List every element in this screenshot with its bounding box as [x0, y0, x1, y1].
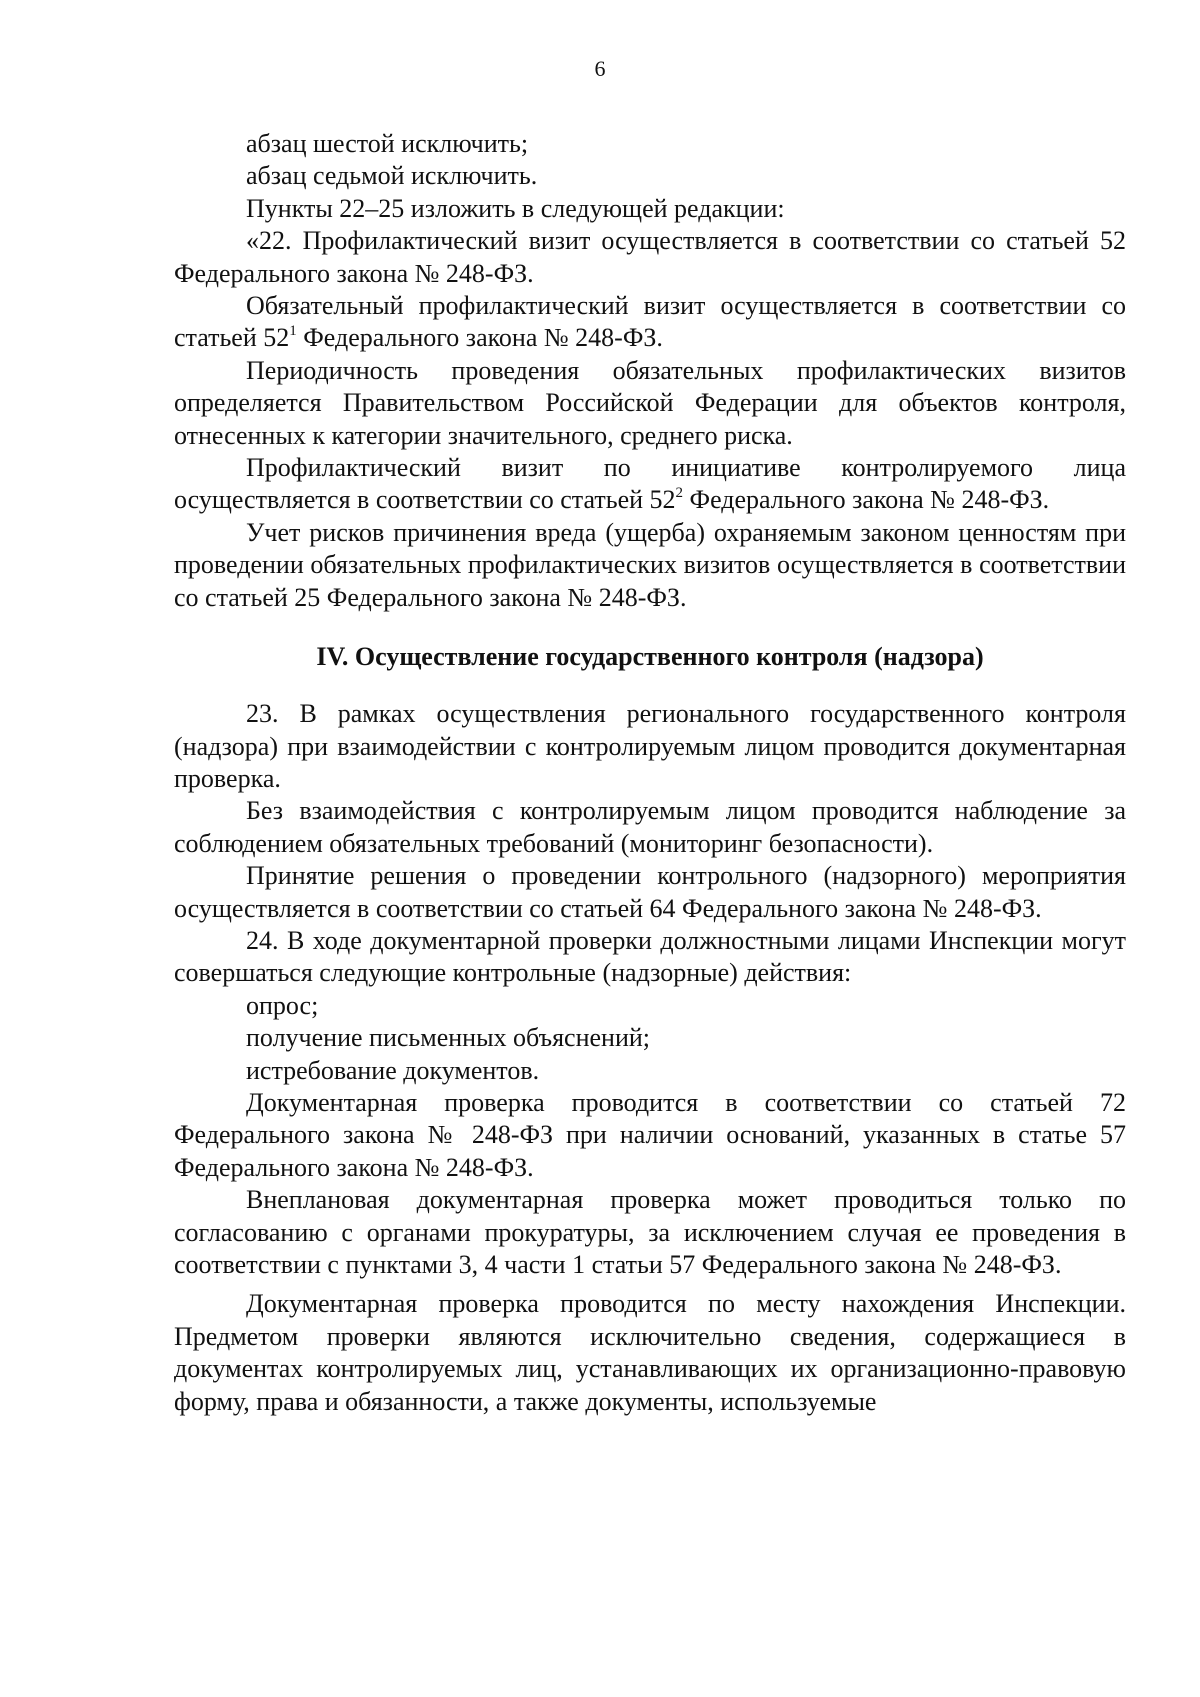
superscript-index: 2 — [675, 485, 684, 502]
paragraph: Пункты 22–25 изложить в следующей редакции: — [246, 193, 785, 223]
paragraph: истребование документов. — [246, 1055, 540, 1085]
paragraph — [174, 452, 1126, 517]
paragraph: Учет рисков причинения вреда (ущерба) охраняемым законом ценностям при проведении обязательных профилактических визитов осуществляется в соответствии со статьей 25 Федерального закона № 248-ФЗ. — [174, 517, 1126, 612]
paragraphs-final — [174, 1288, 1126, 1418]
superscript-index: 1 — [289, 323, 297, 340]
paragraph: Принятие решения о проведении контрольного (надзорного) мероприятия осуществляется в соответствии со статьей 64 Федерального закона № 248-ФЗ. — [174, 861, 1126, 923]
paragraph: 24. В ходе документарной проверки должностными лицами Инспекции могут совершаться следующие контрольные (надзорные) действия: — [174, 925, 1126, 988]
paragraph: опрос; — [246, 990, 319, 1020]
paragraph-gap — [174, 1281, 1126, 1288]
paragraph: получение письменных объяснений; — [246, 1023, 650, 1053]
section-heading: IV. Осуществление государственного контроля (надзора) — [316, 642, 984, 672]
page-number: 6 — [594, 56, 606, 81]
paragraphs-after-heading — [174, 698, 1126, 1281]
paragraph: Документарная проверка проводится по месту нахождения Инспекции. Предметом проверки являются исключительно сведения, содержащиеся в документах контролируемых лиц, устанавливающих их организационно-правовую форму, права и обязанности, а также документы, используемые — [174, 1289, 1126, 1416]
paragraph-text: Обязательный профилактический визит осуществляется в соответствии со статьей 52 — [174, 291, 1126, 353]
paragraph: Внеплановая документарная проверка может проводиться только по согласованию с органами прокуратуры, за исключением случая ее проведения в соответствии с пунктами 3, 4 части 1 статьи 57 Федерального закона № 248-ФЗ. — [174, 1185, 1126, 1279]
paragraph: Периодичность проведения обязательных профилактических визитов определяется Правительством Российской Федерации для объектов контроля, отнесенных к категории значительного, среднего риска. — [174, 355, 1126, 450]
paragraph: «22. Профилактический визит осуществляется в соответствии со статьей 52 Федерального закона № 248-ФЗ. — [174, 226, 1126, 288]
paragraph: 23. В рамках осуществления регионального государственного контроля (надзора) при взаимодействии с контролируемым лицом проводится документарная проверка. — [174, 699, 1126, 793]
paragraph-text: Профилактический визит по инициативе контролируемого лица осуществляется в соответствии со статьей 52 — [174, 453, 1126, 515]
document-body — [174, 128, 1126, 1418]
paragraph: абзац седьмой исключить. — [246, 161, 538, 191]
paragraph-text: Федерального закона № 248-ФЗ. — [683, 485, 1050, 515]
paragraph: Документарная проверка проводится в соответствии со статьей 72 Федерального закона № 248-ФЗ при наличии оснований, указанных в статье 57 Федерального закона № 248-ФЗ. — [174, 1087, 1126, 1182]
paragraph: абзац шестой исключить; — [246, 129, 529, 158]
paragraph — [174, 290, 1126, 355]
paragraphs-before-heading — [174, 128, 1126, 614]
paragraph: Без взаимодействия с контролируемым лицом проводится наблюдение за соблюдением обязательных требований (мониторинг безопасности). — [174, 796, 1126, 858]
paragraph-text: Федерального закона № 248-ФЗ. — [296, 323, 663, 353]
